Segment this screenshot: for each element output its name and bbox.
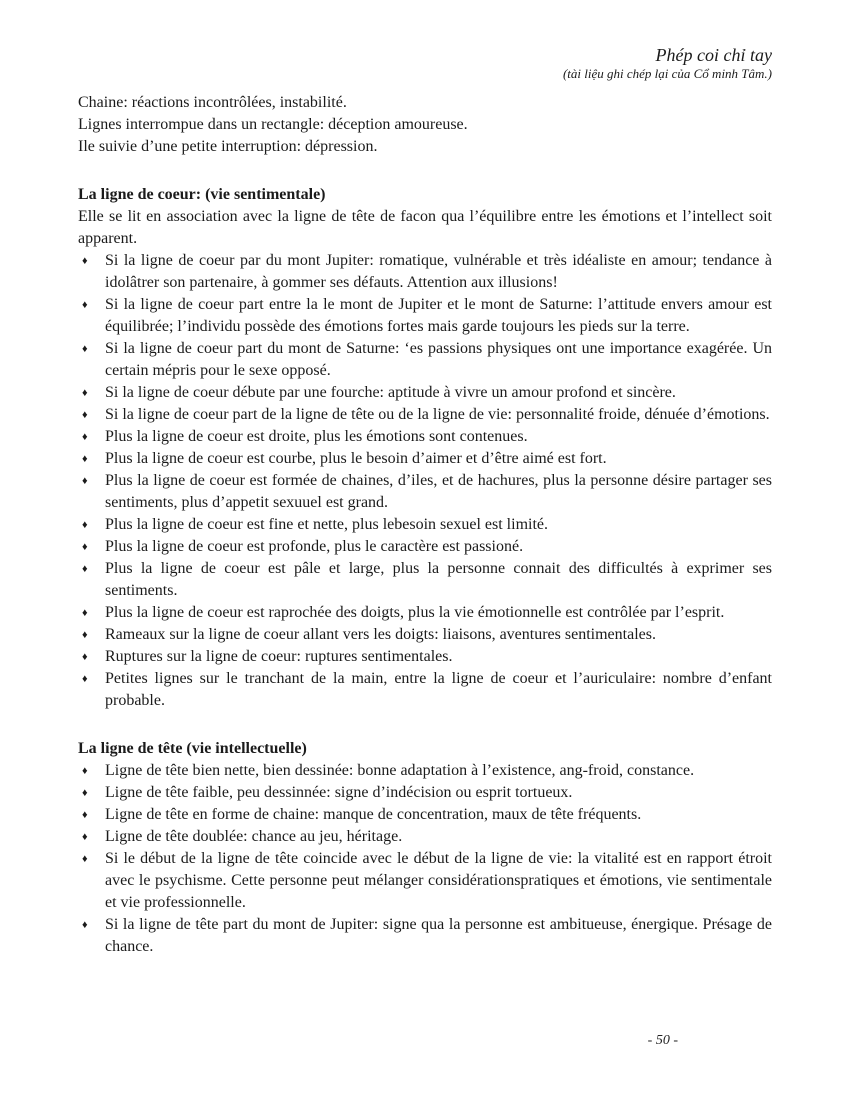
diamond-bullet-icon: ♦ [82,343,88,355]
header-subtitle: (tài liệu ghi chép lại của Cổ minh Tâm.) [562,66,772,81]
section-paragraph: Elle se lit en association avec la ligne de tête de facon qua l’équilibre entre les émotions et l’intellect soit apparent. [78,208,772,247]
list-item-text: Si la ligne de tête part du mont de Jupiter: signe qua la personne est ambitueuse, énergique. Présage de chance. [105,916,772,955]
diamond-bullet-icon: ♦ [82,431,88,443]
diamond-bullet-icon: ♦ [82,409,88,421]
list-item-text: Si la ligne de coeur part du mont de Saturne: ‘es passions physiques ont une importance exagérée. Un certain mépris pour le sexe opposé. [105,340,772,379]
list-item-text: Si la ligne de coeur débute par une fourche: aptitude à vivre un amour profond et sincère. [105,384,676,401]
list-item-text: Plus la ligne de coeur est profonde, plus le caractère est passioné. [105,538,524,555]
list-item [78,250,772,294]
document-header [78,44,772,82]
list-item [78,338,772,382]
list-item-text: Plus la ligne de coeur est courbe, plus le besoin d’aimer et d’être aimé est fort. [105,450,607,467]
list-item [78,668,772,712]
list-item [78,294,772,338]
list-item [78,558,772,602]
page-number: - 50 - [647,1033,678,1048]
bullet-list [78,250,772,712]
list-item-text: Ligne de tête bien nette, bien dessinée: bonne adaptation à l’existence, ang-froid, constance. [105,762,695,779]
list-item-text: Plus la ligne de coeur est raprochée des doigts, plus la vie émotionnelle est contrôlée par l’esprit. [105,604,725,621]
list-item-text: Si la ligne de coeur part entre la le mont de Jupiter et le mont de Saturne: l’attitude envers amour est équilibrée; l’individu possède des émotions fortes mais garde toujours les pieds sur la terre. [105,296,772,335]
list-item [78,624,772,646]
diamond-bullet-icon: ♦ [82,765,88,777]
list-item-text: Plus la ligne de coeur est pâle et large, plus la personne connait des difficultés à exprimer ses sentiments. [105,560,772,599]
list-item-text: Ligne de tête faible, peu dessinnée: signe d’indécision ou esprit tortueux. [105,784,573,801]
diamond-bullet-icon: ♦ [82,787,88,799]
list-item-text: Plus la ligne de coeur est formée de chaines, d’iles, et de hachures, plus la personne désire partager ses sentiments, plus d’appetit sexuuel est grand. [105,472,772,511]
list-item [78,646,772,668]
section-heading: La ligne de tête (vie intellectuelle) [78,740,307,757]
diamond-bullet-icon: ♦ [82,255,88,267]
intro-line: Ile suivie d’une petite interruption: dépression. [78,138,378,155]
list-item-text: Ligne de tête en forme de chaine: manque de concentration, maux de tête fréquents. [105,806,642,823]
list-item [78,804,772,826]
diamond-bullet-icon: ♦ [82,453,88,465]
section-heading: La ligne de coeur: (vie sentimentale) [78,186,326,203]
diamond-bullet-icon: ♦ [82,831,88,843]
bullet-list [78,760,772,958]
diamond-bullet-icon: ♦ [82,563,88,575]
list-item [78,382,772,404]
section-head-line [78,738,772,958]
list-item [78,448,772,470]
diamond-bullet-icon: ♦ [82,541,88,553]
list-item [78,470,772,514]
list-item-text: Si la ligne de coeur part de la ligne de tête ou de la ligne de vie: personnalité froide, dénuée d’émotions. [105,406,770,423]
intro-line: Lignes interrompue dans un rectangle: déception amoureuse. [78,116,468,133]
page-title: Phép coi chỉ tay [655,45,772,65]
list-item [78,426,772,448]
list-item [78,404,772,426]
list-item [78,848,772,914]
list-item-text: Ligne de tête doublée: chance au jeu, héritage. [105,828,403,845]
list-item-text: Petites lignes sur le tranchant de la main, entre la ligne de coeur et l’auriculaire: nombre d’enfant probable. [105,670,772,709]
diamond-bullet-icon: ♦ [82,673,88,685]
list-item [78,514,772,536]
diamond-bullet-icon: ♦ [82,853,88,865]
list-item-text: Plus la ligne de coeur est droite, plus les émotions sont contenues. [105,428,528,445]
list-item [78,826,772,848]
intro-paragraph [78,92,772,158]
diamond-bullet-icon: ♦ [82,607,88,619]
diamond-bullet-icon: ♦ [82,809,88,821]
list-item-text: Si la ligne de coeur par du mont Jupiter: romatique, vulnérable et très idéaliste en amour; tendance à idolâtrer son partenaire, à gommer ses défauts. Attention aux illusions! [105,252,772,291]
diamond-bullet-icon: ♦ [82,475,88,487]
list-item-text: Plus la ligne de coeur est fine et nette, plus lebesoin sexuel est limité. [105,516,548,533]
list-item [78,602,772,624]
diamond-bullet-icon: ♦ [82,387,88,399]
section-heart-line [78,184,772,712]
diamond-bullet-icon: ♦ [82,651,88,663]
intro-line: Chaine: réactions incontrôlées, instabilité. [78,94,347,111]
diamond-bullet-icon: ♦ [82,519,88,531]
list-item-text: Si le début de la ligne de tête coincide avec le début de la ligne de vie: la vitalité est en rapport étroit avec le psychisme. Cette personne peut mélanger considérationspratiques et émotions, vie sentimentale et vie professionnelle. [105,850,772,911]
list-item [78,914,772,958]
diamond-bullet-icon: ♦ [82,629,88,641]
list-item [78,760,772,782]
diamond-bullet-icon: ♦ [82,919,88,931]
list-item-text: Rameaux sur la ligne de coeur allant vers les doigts: liaisons, aventures sentimentales. [105,626,656,643]
diamond-bullet-icon: ♦ [82,299,88,311]
list-item [78,782,772,804]
list-item-text: Ruptures sur la ligne de coeur: ruptures sentimentales. [105,648,453,665]
list-item [78,536,772,558]
